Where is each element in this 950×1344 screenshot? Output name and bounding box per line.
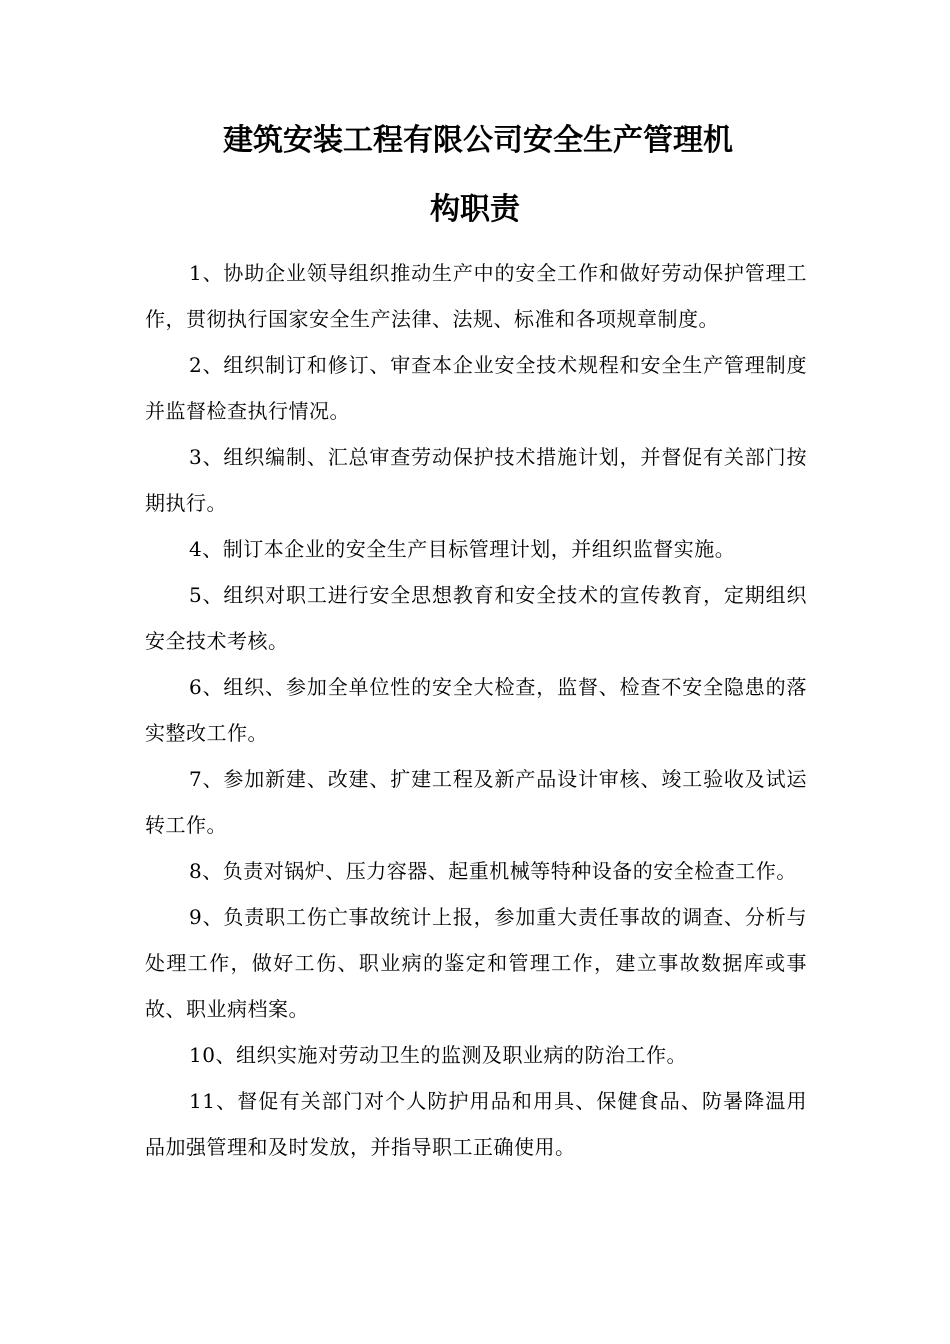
duty-item-4: 4、制订本企业的安全生产目标管理计划，并组织监督实施。 [189, 537, 736, 561]
duty-item-11: 11、督促有关部门对个人防护用品和用具、保健食品、防暑降温用品加强管理和及时发放，并指导职工正确使用。 [145, 1089, 807, 1159]
duty-item-10: 10、组织实施对劳动卫生的监测及职业病的防治工作。 [189, 1043, 687, 1067]
duty-item-3: 3、组织编制、汇总审查劳动保护技术措施计划，并督促有关部门按期执行。 [145, 445, 807, 515]
document-body [145, 250, 807, 1170]
duty-item-2: 2、组织制订和修订、审查本企业安全技术规程和安全生产管理制度并监督检查执行情况。 [145, 353, 807, 423]
duty-item-9: 9、负责职工伤亡事故统计上报，参加重大责任事故的调查、分析与处理工作，做好工伤、职业病的鉴定和管理工作，建立事故数据库或事故、职业病档案。 [145, 905, 807, 1021]
duty-item-8: 8、负责对锅炉、压力容器、起重机械等特种设备的安全检查工作。 [189, 859, 797, 883]
document-title-line-1: 建筑安装工程有限公司安全生产管理机 [223, 123, 733, 158]
duty-item-6: 6、组织、参加全单位性的安全大检查，监督、检查不安全隐患的落实整改工作。 [145, 675, 807, 745]
duty-item-1: 1、协助企业领导组织推动生产中的安全工作和做好劳动保护管理工作，贯彻执行国家安全生产法律、法规、标准和各项规章制度。 [145, 261, 807, 331]
duty-item-5: 5、组织对职工进行安全思想教育和安全技术的宣传教育，定期组织安全技术考核。 [145, 583, 807, 653]
duty-item-7: 7、参加新建、改建、扩建工程及新产品设计审核、竣工验收及试运转工作。 [145, 767, 807, 837]
document-title-line-2: 构职责 [430, 192, 520, 227]
